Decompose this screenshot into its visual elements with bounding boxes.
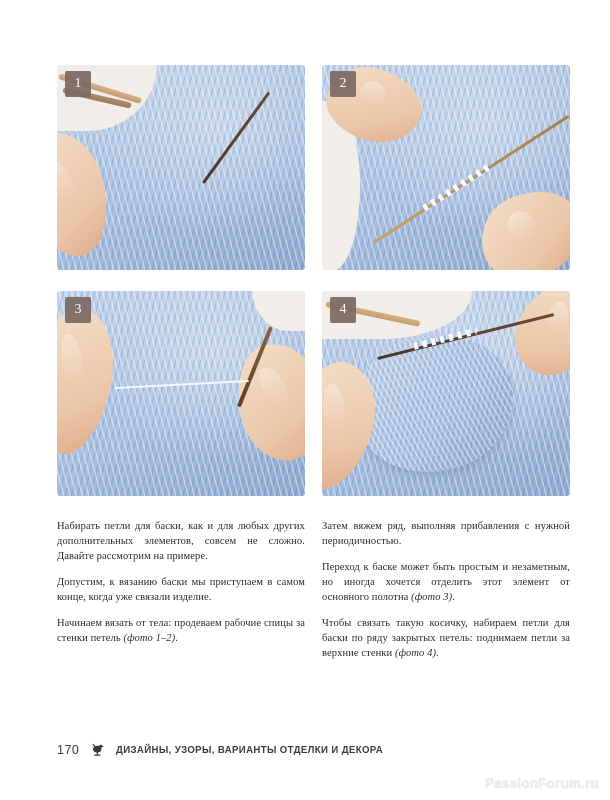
text-column-right: [322, 519, 570, 672]
photo-reference: (фото 3): [411, 592, 453, 603]
photo-reference: (фото 4): [394, 648, 437, 659]
photo-number-badge: 2: [330, 71, 356, 97]
hand-shape: [467, 176, 570, 270]
page-footer: [57, 741, 395, 759]
paragraph-text: Чтобы связать такую косичку, набираем петли для баски по ряду закрытых петель: поднимаем петли за верхние стенки: [322, 618, 570, 659]
contrast-thread: [115, 380, 249, 389]
paragraph: [57, 519, 305, 564]
hand-shape: [57, 124, 119, 264]
hen-icon: [90, 742, 105, 759]
hand-shape: [501, 291, 570, 389]
knitting-needle: [202, 92, 270, 184]
hand-shape: [57, 302, 122, 460]
paragraph: [322, 519, 570, 549]
photo-number-badge: 1: [65, 71, 91, 97]
footer-title: ДИЗАЙНЫ, УЗОРЫ, ВАРИАНТЫ ОТДЕЛКИ И ДЕКОРА: [116, 744, 384, 756]
photo-1: [57, 65, 305, 270]
body-text: [57, 519, 570, 672]
photo-number-badge: 3: [65, 297, 91, 323]
paragraph: [322, 560, 570, 605]
paragraph-text: Переход к баске может быть простым и незаметным, но иногда хочется отделить этот элемент от основного полотна: [322, 562, 570, 603]
paragraph-text: Набирать петли для баски, как и для любых других дополнительных элементов, совсем не сложно. Давайте рассмотрим на примере.: [57, 521, 305, 562]
watermark: PassionForum.ru: [484, 776, 599, 791]
photo-number-badge: 4: [330, 297, 356, 323]
text-column-left: [57, 519, 305, 672]
photo-2: [322, 65, 570, 270]
photo-3: [57, 291, 305, 496]
stitch-loops: [422, 163, 491, 211]
paragraph: [322, 616, 570, 661]
page-number: 170: [57, 743, 80, 757]
photo-4: [322, 291, 570, 496]
photo-reference: (фото 1–2): [123, 633, 176, 644]
photo-grid: [57, 65, 570, 496]
paragraph-text: .: [452, 592, 455, 603]
paragraph-text: Начинаем вязать от тела: продеваем рабочие спицы за стенки петель: [57, 618, 305, 644]
paragraph-text: .: [436, 648, 439, 659]
paragraph-text: .: [175, 633, 178, 644]
paragraph-text: Допустим, к вязанию баски мы приступаем в самом конце, когда уже связали изделие.: [57, 577, 305, 603]
paragraph-text: Затем вяжем ряд, выполняя прибавления с нужной периодичностью.: [322, 521, 570, 547]
paragraph: [57, 575, 305, 605]
paragraph: [57, 616, 305, 646]
background-area: [253, 291, 305, 331]
